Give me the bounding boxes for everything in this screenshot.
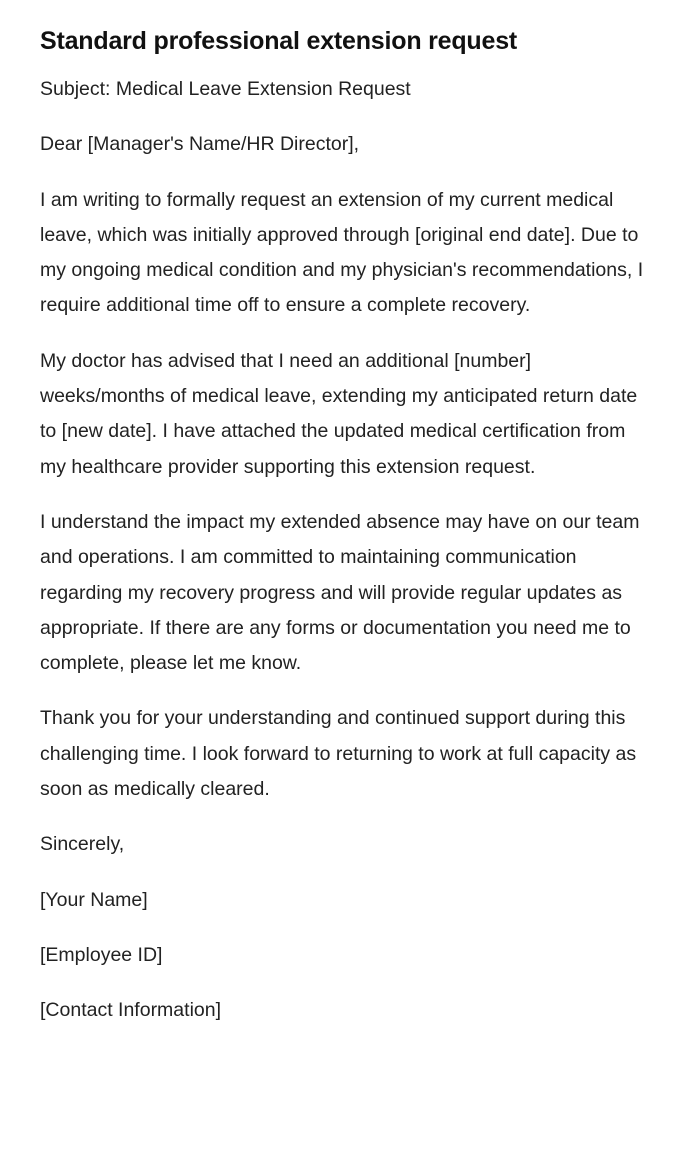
body-paragraph-3: I understand the impact my extended absence may have on our team and operations. I am committed to maintaining communication regarding my recovery progress and will provide regular updates as appropriate. If there are any forms or documentation you need me to complete, please let me know. (40, 510, 640, 675)
signature-contact: [Contact Information] (40, 999, 222, 1022)
body-paragraph-2: My doctor has advised that I need an additional [number] weeks/months of medical leave, extending my anticipated return date to [new date]. I have attached the updated medical certification from my healthcare provider supporting this extension request. (40, 349, 638, 478)
body-paragraph-1: I am writing to formally request an extension of my current medical leave, which was initially approved through [original end date]. Due to my ongoing medical condition and my physician's recommendations, I require additional time off to ensure a complete recovery. (40, 188, 644, 317)
signature-employee-id: [Employee ID] (40, 943, 163, 966)
signature-name: [Your Name] (40, 888, 148, 911)
closing: Sincerely, (40, 833, 125, 856)
salutation: Dear [Manager's Name/HR Director], (40, 133, 360, 156)
page-title: Standard professional extension request (40, 27, 518, 55)
body-paragraph-4: Thank you for your understanding and continued support during this challenging time. I look forward to returning to work at full capacity as soon as medically cleared. (40, 707, 637, 801)
subject-line: Subject: Medical Leave Extension Request (40, 78, 411, 100)
